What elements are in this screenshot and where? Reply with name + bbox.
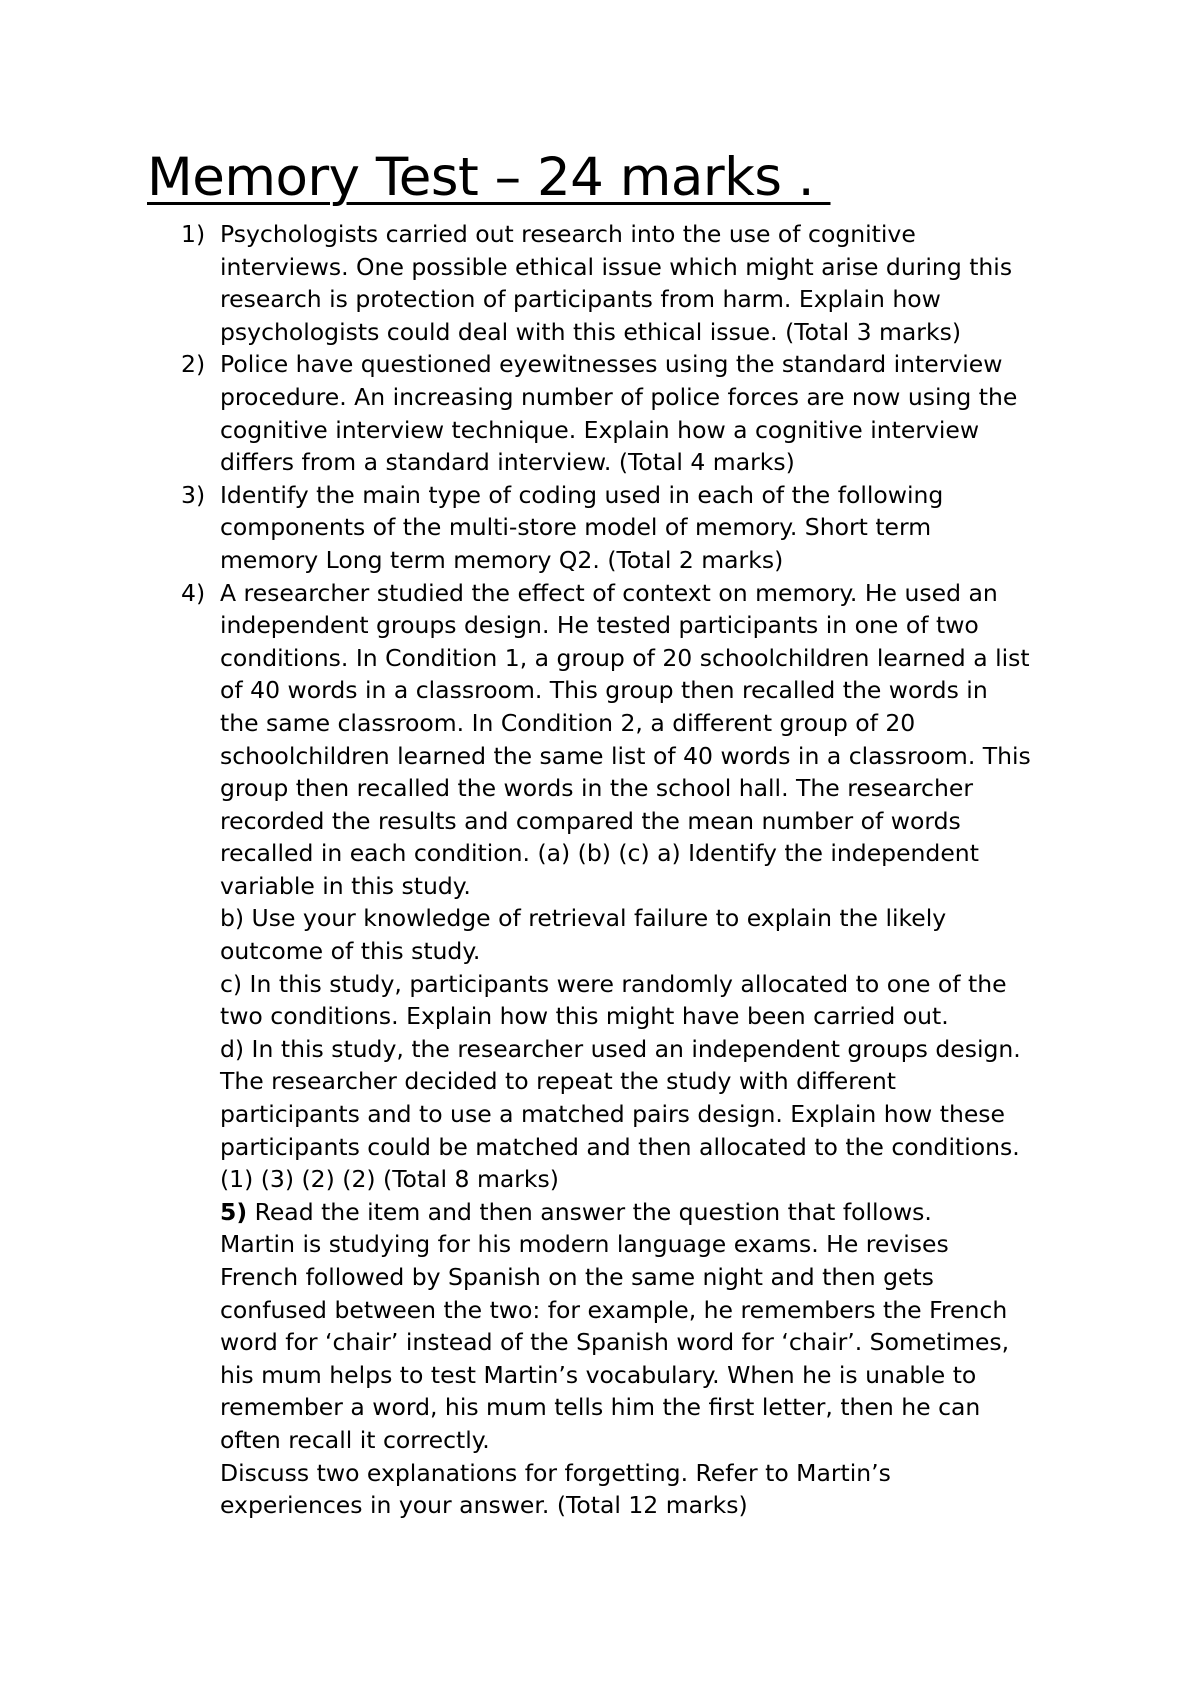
question-text-line: (1) (3) (2) (2) (Total 8 marks) (220, 1165, 559, 1194)
question-number: 1) (181, 220, 206, 248)
question-text-line: Police have questioned eyewitnesses using the standard interview (220, 350, 1003, 379)
question-text-line: schoolchildren learned the same list of 40 words in a classroom. This (220, 741, 1031, 770)
question-text-line: experiences in your answer. (Total 12 marks) (220, 1491, 748, 1520)
question-text-line: participants and to use a matched pairs design. Explain how these (220, 1100, 1006, 1129)
question-text-line: participants could be matched and then allocated to the conditions. (220, 1132, 1020, 1161)
question-text-line: b) Use your knowledge of retrieval failure to explain the likely (220, 904, 947, 933)
question-text-line: the same classroom. In Condition 2, a different group of 20 (220, 708, 916, 737)
question-item (181, 577, 1090, 1196)
question-item (181, 348, 1090, 478)
question-text-line: two conditions. Explain how this might have been carried out. (220, 1002, 949, 1031)
question-text-line: Discuss two explanations for forgetting. Refer to Martin’s (220, 1458, 891, 1487)
question-item (181, 218, 1090, 348)
question-text-line: cognitive interview technique. Explain how a cognitive interview (220, 415, 980, 444)
question-text-line: procedure. An increasing number of police forces are now using the (220, 382, 1018, 411)
question-text-line: remember a word, his mum tells him the first letter, then he can (220, 1393, 981, 1422)
question-text-line: The researcher decided to repeat the study with different (220, 1067, 896, 1096)
question-text-line: his mum helps to test Martin’s vocabulary. When he is unable to (220, 1360, 977, 1389)
question-text-line: independent groups design. He tested participants in one of two (220, 611, 979, 640)
question-text-line (220, 1196, 1090, 1229)
question-number: 2) (181, 350, 206, 379)
question-text-line: psychologists could deal with this ethical issue. (Total 3 marks) (220, 317, 961, 346)
question-text-line: c) In this study, participants were randomly allocated to one of the (220, 969, 1007, 998)
question-text-line: Psychologists carried out research into the use of cognitive (220, 220, 916, 248)
question-text-line: Identify the main type of coding used in each of the following (220, 480, 944, 509)
question-text-line: recalled in each condition. (a) (b) (c) a) Identify the independent (220, 839, 979, 868)
question-text-line: Read the item and then answer the question that follows. (247, 1197, 932, 1226)
page-title: Memory Test – 24 marks . (147, 147, 831, 208)
question-number: 3) (181, 480, 206, 509)
question-text-line: outcome of this study. (220, 937, 481, 966)
question-text-line: Martin is studying for his modern language exams. He revises (220, 1230, 949, 1259)
question-text-line: recorded the results and compared the mean number of words (220, 806, 961, 835)
question-number-bold: 5) (220, 1197, 248, 1226)
question-item (181, 479, 1090, 577)
question-text-line: d) In this study, the researcher used an independent groups design. (220, 1034, 1021, 1063)
question-item (220, 1196, 1090, 1522)
question-text-line: word for ‘chair’ instead of the Spanish word for ‘chair’. Sometimes, (220, 1328, 1010, 1357)
question-text-line: interviews. One possible ethical issue which might arise during this (220, 252, 1013, 281)
question-text-line: A researcher studied the effect of context on memory. He used an (220, 578, 998, 607)
question-text-line: research is protection of participants from harm. Explain how (220, 285, 941, 314)
question-text-line: variable in this study. (220, 871, 471, 900)
question-text-line: of 40 words in a classroom. This group then recalled the words in (220, 676, 988, 705)
question-text-line: differs from a standard interview. (Total 4 marks) (220, 448, 795, 477)
question-text-line: often recall it correctly. (220, 1425, 490, 1454)
question-text-line: French followed by Spanish on the same night and then gets (220, 1263, 934, 1291)
question-list (181, 218, 1090, 1522)
question-text-line: memory Long term memory Q2. (Total 2 marks) (220, 545, 784, 574)
question-text-line: confused between the two: for example, he remembers the French (220, 1295, 1008, 1324)
question-number: 4) (181, 578, 206, 607)
question-text-line: components of the multi-store model of memory. Short term (220, 513, 932, 542)
question-text-line: group then recalled the words in the school hall. The researcher (220, 774, 973, 803)
question-text-line: conditions. In Condition 1, a group of 20 schoolchildren learned a list (220, 643, 1030, 672)
